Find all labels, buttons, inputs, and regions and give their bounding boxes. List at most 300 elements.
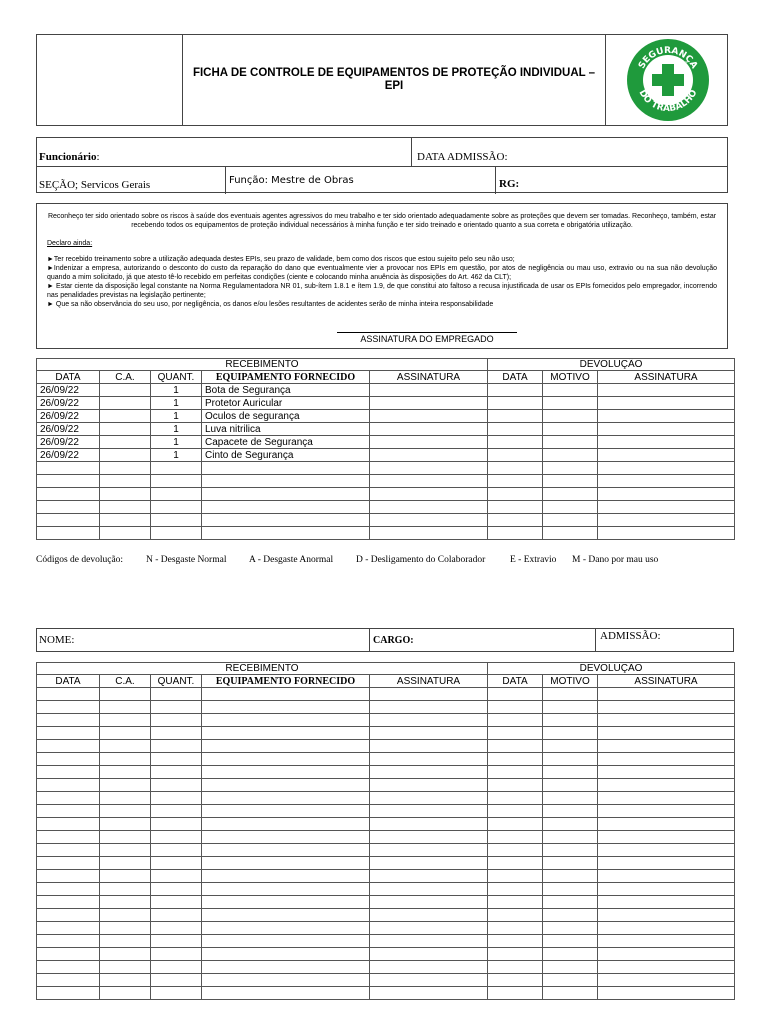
cargo-label: CARGO: [373, 635, 414, 646]
cell-motivo [543, 410, 598, 423]
cell-ca [100, 514, 151, 527]
cell-data: 26/09/22 [37, 397, 100, 410]
cell-data-dev [488, 488, 543, 501]
cell-assinatura-dev [598, 701, 735, 714]
cell-assinatura [370, 423, 488, 436]
signature-line [337, 332, 517, 333]
cell-motivo [543, 384, 598, 397]
cell-motivo [543, 922, 598, 935]
table-row [37, 488, 735, 501]
cell-equipamento [202, 501, 370, 514]
cell-quant [151, 857, 202, 870]
cell-quant [151, 961, 202, 974]
codes-label: Códigos de devolução: [36, 555, 124, 565]
cell-ca [100, 857, 151, 870]
cell-motivo [543, 475, 598, 488]
cell-motivo [543, 818, 598, 831]
admissao-label: DATA ADMISSÃO: [417, 151, 508, 163]
cell-data-dev [488, 948, 543, 961]
declaration-paragraph: Reconheço ter sido orientado sobre os riscos à saúde dos eventuais agentes agressivos do meu trabalho e ter sido orientado adequadamente sobre as proteções que devem ser tomadas. Reconheço, também, estar recebendo todos os equipamentos de proteção individual necessários à minha função e ter sido treinado e orientado quanto a sua correta e obrigatória utilização. [47, 213, 717, 229]
cell-motivo [543, 423, 598, 436]
cell-quant [151, 501, 202, 514]
table-row [37, 792, 735, 805]
epi-table-2 [36, 662, 735, 1000]
recebimento-header: RECEBIMENTO [37, 663, 488, 675]
cell-data-dev [488, 805, 543, 818]
cell-quant [151, 935, 202, 948]
cell-motivo [543, 792, 598, 805]
cell-data [37, 961, 100, 974]
cell-motivo [543, 740, 598, 753]
cell-ca [100, 948, 151, 961]
cell-data [37, 688, 100, 701]
table-row [37, 449, 735, 462]
cell-equipamento [202, 740, 370, 753]
cell-data [37, 727, 100, 740]
cell-quant [151, 462, 202, 475]
cell-data-dev [488, 987, 543, 1000]
cell-quant [151, 701, 202, 714]
cell-data-dev [488, 527, 543, 540]
cell-equipamento: Luva nitrilica [202, 423, 370, 436]
cell-equipamento [202, 883, 370, 896]
cell-data [37, 488, 100, 501]
svg-text:DO TRABALHO: DO TRABALHO [635, 88, 700, 115]
cell-equipamento [202, 727, 370, 740]
cell-motivo [543, 844, 598, 857]
cell-quant [151, 818, 202, 831]
cell-assinatura [370, 766, 488, 779]
cell-assinatura [370, 527, 488, 540]
declaration-box [36, 203, 728, 349]
cell-ca [100, 883, 151, 896]
cell-quant [151, 974, 202, 987]
cell-assinatura-dev [598, 527, 735, 540]
cell-motivo [543, 488, 598, 501]
cell-quant [151, 922, 202, 935]
cell-data: 26/09/22 [37, 410, 100, 423]
cell-quant: 1 [151, 423, 202, 436]
cell-assinatura-dev [598, 961, 735, 974]
svg-text:SEGURANÇA: SEGURANÇA [636, 45, 699, 71]
cell-equipamento [202, 974, 370, 987]
cell-assinatura-dev [598, 948, 735, 961]
table-row [37, 805, 735, 818]
cell-ca [100, 436, 151, 449]
cell-ca [100, 475, 151, 488]
declaration-item: ► Estar ciente da disposição legal constante na Norma Regulamentadora NR 01, sub-ítem 1.8.1 e ítem 1.9, de que constitui ato faltoso a recusa injustificada de usar os EPIs fornecidos pelo empregador, incorrendo nas penalidades previstas na legislação pertinente; [47, 283, 717, 299]
col-assinatura: ASSINATURA [370, 675, 488, 688]
cell-equipamento [202, 753, 370, 766]
cell-assinatura [370, 896, 488, 909]
cell-assinatura-dev [598, 410, 735, 423]
cell-assinatura-dev [598, 935, 735, 948]
table-row [37, 501, 735, 514]
cell-equipamento [202, 831, 370, 844]
table-row [37, 753, 735, 766]
cell-data [37, 948, 100, 961]
col-data-dev: DATA [488, 371, 543, 384]
cell-data [37, 740, 100, 753]
cell-data-dev [488, 766, 543, 779]
cell-motivo [543, 766, 598, 779]
cell-assinatura [370, 701, 488, 714]
declaration-item: ►Indenizar a empresa, autorizando o desconto do custo da reparação do dano que eventualmente vier a provocar nos EPIs em questão, por atos de negligência ou mau uso, extravio ou na sua não devolução quando a mim solicitado, já que atesto tê-lo recebido em perfeitas condições (ciente e colocando minha anuência às disposições do Art. 462 da CLT); [47, 265, 717, 281]
col-data: DATA [37, 371, 100, 384]
cell-data: 26/09/22 [37, 449, 100, 462]
cell-data [37, 987, 100, 1000]
cell-ca [100, 688, 151, 701]
devolucao-header: DEVOLUÇÃO [488, 359, 735, 371]
cell-quant [151, 753, 202, 766]
cell-equipamento [202, 766, 370, 779]
table-row [37, 857, 735, 870]
cell-data [37, 922, 100, 935]
cell-data [37, 714, 100, 727]
cell-data [37, 870, 100, 883]
table-row [37, 909, 735, 922]
cell-ca [100, 410, 151, 423]
declaration-heading: Declaro ainda: [47, 240, 93, 247]
cell-equipamento: Protetor Auricular [202, 397, 370, 410]
cell-assinatura-dev [598, 792, 735, 805]
cell-quant [151, 896, 202, 909]
cell-equipamento [202, 527, 370, 540]
cell-assinatura [370, 462, 488, 475]
cell-ca [100, 449, 151, 462]
cell-motivo [543, 701, 598, 714]
epi-table [36, 358, 735, 540]
cell-assinatura [370, 449, 488, 462]
cell-data-dev [488, 701, 543, 714]
cell-assinatura-dev [598, 766, 735, 779]
col-equipamento: EQUIPAMENTO FORNECIDO [202, 675, 370, 688]
cell-equipamento: Capacete de Segurança [202, 436, 370, 449]
cell-data: 26/09/22 [37, 436, 100, 449]
table-row [37, 384, 735, 397]
cell-data: 26/09/22 [37, 423, 100, 436]
cell-motivo [543, 397, 598, 410]
cell-assinatura [370, 779, 488, 792]
cell-equipamento [202, 987, 370, 1000]
cell-quant [151, 766, 202, 779]
cell-data-dev [488, 883, 543, 896]
cell-assinatura-dev [598, 857, 735, 870]
cell-quant: 1 [151, 436, 202, 449]
cell-ca [100, 779, 151, 792]
cell-assinatura [370, 501, 488, 514]
cell-equipamento [202, 701, 370, 714]
col-motivo: MOTIVO [543, 371, 598, 384]
cell-equipamento [202, 514, 370, 527]
cell-ca [100, 384, 151, 397]
cell-equipamento [202, 714, 370, 727]
cell-ca [100, 714, 151, 727]
cell-assinatura-dev [598, 514, 735, 527]
cell-assinatura [370, 974, 488, 987]
cell-equipamento [202, 857, 370, 870]
cell-assinatura-dev [598, 870, 735, 883]
cell-ca [100, 844, 151, 857]
cell-motivo [543, 514, 598, 527]
cell-data-dev [488, 844, 543, 857]
cell-assinatura [370, 805, 488, 818]
cell-assinatura [370, 922, 488, 935]
cell-motivo [543, 714, 598, 727]
cell-ca [100, 727, 151, 740]
table-row [37, 688, 735, 701]
cell-assinatura-dev [598, 844, 735, 857]
cell-motivo [543, 948, 598, 961]
cell-equipamento [202, 922, 370, 935]
cell-data-dev [488, 384, 543, 397]
cell-data [37, 514, 100, 527]
cell-data [37, 462, 100, 475]
col-assinatura-dev: ASSINATURA [598, 675, 735, 688]
cell-assinatura [370, 987, 488, 1000]
cell-quant [151, 909, 202, 922]
cell-assinatura [370, 688, 488, 701]
cell-assinatura [370, 475, 488, 488]
cell-ca [100, 831, 151, 844]
cell-motivo [543, 436, 598, 449]
cell-assinatura-dev [598, 501, 735, 514]
cell-motivo [543, 831, 598, 844]
code-d: D - Desligamento do Colaborador [356, 555, 486, 565]
cell-data-dev [488, 423, 543, 436]
cell-assinatura-dev [598, 727, 735, 740]
cell-data-dev [488, 831, 543, 844]
admissao-label-2: ADMISSÃO: [600, 630, 661, 642]
cell-data [37, 883, 100, 896]
table-row [37, 896, 735, 909]
cell-quant [151, 740, 202, 753]
table-row [37, 423, 735, 436]
cell-assinatura-dev [598, 753, 735, 766]
cell-assinatura [370, 948, 488, 961]
cell-ca [100, 818, 151, 831]
cell-motivo [543, 857, 598, 870]
table-row [37, 779, 735, 792]
cell-ca [100, 423, 151, 436]
cell-motivo [543, 961, 598, 974]
cell-data-dev [488, 514, 543, 527]
cell-quant [151, 688, 202, 701]
table-row [37, 935, 735, 948]
cell-data [37, 909, 100, 922]
code-n: N - Desgaste Normal [146, 555, 227, 565]
safety-logo [605, 35, 729, 125]
table-row [37, 922, 735, 935]
col-quant: QUANT. [151, 675, 202, 688]
cell-assinatura-dev [598, 688, 735, 701]
cell-data-dev [488, 896, 543, 909]
cell-data [37, 792, 100, 805]
cell-assinatura [370, 844, 488, 857]
cell-equipamento [202, 792, 370, 805]
cell-data-dev [488, 935, 543, 948]
form-title: FICHA DE CONTROLE DE EQUIPAMENTOS DE PROTEÇÃO INDIVIDUAL – EPI [192, 67, 596, 92]
devolucao-header: DEVOLUÇÃO [488, 663, 735, 675]
cell-ca [100, 870, 151, 883]
cell-ca [100, 792, 151, 805]
cell-data-dev [488, 818, 543, 831]
signature-label: ASSINATURA DO EMPREGADO [360, 334, 494, 344]
cell-data [37, 701, 100, 714]
cell-quant: 1 [151, 397, 202, 410]
cell-assinatura [370, 870, 488, 883]
table-row [37, 987, 735, 1000]
cell-assinatura [370, 792, 488, 805]
cell-ca [100, 488, 151, 501]
code-e: E - Extravio [510, 555, 557, 565]
cell-equipamento [202, 961, 370, 974]
cell-data-dev [488, 410, 543, 423]
cell-quant [151, 948, 202, 961]
cell-quant [151, 714, 202, 727]
table-row [37, 883, 735, 896]
employee-info-2 [36, 628, 734, 652]
cell-data-dev [488, 792, 543, 805]
cell-motivo [543, 779, 598, 792]
table-row [37, 974, 735, 987]
cell-data-dev [488, 462, 543, 475]
cell-ca [100, 987, 151, 1000]
cell-assinatura-dev [598, 475, 735, 488]
cell-assinatura [370, 384, 488, 397]
table-row [37, 436, 735, 449]
table-row [37, 727, 735, 740]
cell-assinatura-dev [598, 714, 735, 727]
cell-data-dev [488, 714, 543, 727]
cell-assinatura-dev [598, 397, 735, 410]
cell-ca [100, 527, 151, 540]
cell-quant [151, 727, 202, 740]
cell-equipamento [202, 948, 370, 961]
col-quant: QUANT. [151, 371, 202, 384]
cell-motivo [543, 883, 598, 896]
cell-data [37, 935, 100, 948]
cell-motivo [543, 753, 598, 766]
cell-motivo [543, 896, 598, 909]
cell-data [37, 831, 100, 844]
cell-data-dev [488, 501, 543, 514]
table-row [37, 714, 735, 727]
cell-assinatura [370, 714, 488, 727]
cell-assinatura [370, 831, 488, 844]
cell-assinatura-dev [598, 883, 735, 896]
cell-data-dev [488, 961, 543, 974]
secao-value: SEÇÃO; Servicos Gerais [39, 179, 151, 191]
cell-equipamento: Oculos de segurança [202, 410, 370, 423]
cell-ca [100, 740, 151, 753]
col-assinatura: ASSINATURA [370, 371, 488, 384]
cell-data [37, 896, 100, 909]
cell-motivo [543, 870, 598, 883]
cell-ca [100, 753, 151, 766]
cell-assinatura [370, 961, 488, 974]
cell-quant [151, 870, 202, 883]
cell-assinatura-dev [598, 818, 735, 831]
cell-data [37, 974, 100, 987]
table-row [37, 961, 735, 974]
cell-assinatura [370, 753, 488, 766]
cell-quant [151, 527, 202, 540]
cell-motivo [543, 449, 598, 462]
col-ca: C.A. [100, 675, 151, 688]
cell-data-dev [488, 870, 543, 883]
cell-quant [151, 779, 202, 792]
cell-assinatura-dev [598, 423, 735, 436]
cell-data [37, 501, 100, 514]
cell-ca [100, 961, 151, 974]
table-row [37, 831, 735, 844]
cell-ca [100, 974, 151, 987]
table-row [37, 527, 735, 540]
cell-data-dev [488, 727, 543, 740]
cell-equipamento [202, 935, 370, 948]
cell-quant: 1 [151, 410, 202, 423]
cell-equipamento [202, 844, 370, 857]
cell-motivo [543, 727, 598, 740]
table-row [37, 397, 735, 410]
cell-equipamento [202, 818, 370, 831]
cell-data-dev [488, 753, 543, 766]
cell-assinatura [370, 436, 488, 449]
nome-label: NOME: [39, 634, 75, 646]
col-equipamento: EQUIPAMENTO FORNECIDO [202, 371, 370, 384]
cell-equipamento [202, 779, 370, 792]
header-blank-cell [37, 35, 183, 125]
cell-ca [100, 701, 151, 714]
cell-assinatura [370, 397, 488, 410]
cell-assinatura [370, 935, 488, 948]
cell-ca [100, 805, 151, 818]
cell-ca [100, 922, 151, 935]
cell-equipamento [202, 896, 370, 909]
cell-assinatura-dev [598, 987, 735, 1000]
col-data: DATA [37, 675, 100, 688]
cell-data [37, 753, 100, 766]
cell-quant [151, 514, 202, 527]
cell-quant [151, 844, 202, 857]
cell-data-dev [488, 740, 543, 753]
cell-equipamento [202, 909, 370, 922]
rg-label: RG: [499, 178, 520, 190]
cell-equipamento [202, 805, 370, 818]
cell-data-dev [488, 922, 543, 935]
cell-data: 26/09/22 [37, 384, 100, 397]
safety-cross-icon [625, 37, 711, 123]
cell-assinatura-dev [598, 922, 735, 935]
cell-ca [100, 909, 151, 922]
cell-data-dev [488, 475, 543, 488]
cell-assinatura-dev [598, 909, 735, 922]
cell-assinatura-dev [598, 449, 735, 462]
table-row [37, 844, 735, 857]
employee-info [36, 137, 728, 193]
header-box [36, 34, 728, 126]
cell-assinatura [370, 857, 488, 870]
cell-motivo [543, 935, 598, 948]
cell-data-dev [488, 397, 543, 410]
cell-assinatura-dev [598, 384, 735, 397]
cell-assinatura-dev [598, 896, 735, 909]
cell-data [37, 779, 100, 792]
cell-equipamento: Bota de Segurança [202, 384, 370, 397]
cell-quant [151, 805, 202, 818]
cell-equipamento [202, 462, 370, 475]
